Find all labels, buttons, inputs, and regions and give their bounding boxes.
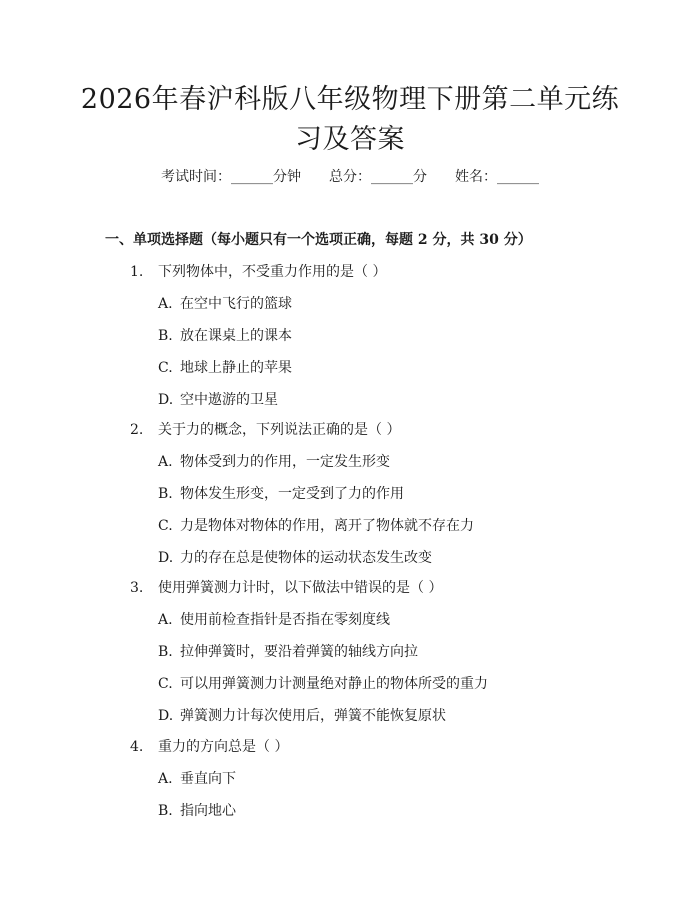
option-text: 使用前检查指针是否指在零刻度线: [180, 612, 390, 628]
option-letter: C.: [158, 676, 173, 692]
option-letter: A.: [158, 454, 173, 470]
option-1a: [158, 294, 292, 314]
option-text: 物体受到力的作用，一定发生形变: [180, 454, 390, 470]
option-letter: A.: [158, 612, 173, 628]
option-4a: [158, 769, 236, 789]
option-text: 放在课桌上的课本: [180, 328, 292, 344]
option-letter: D.: [158, 550, 174, 566]
option-3b: [158, 642, 418, 662]
option-letter: A.: [158, 296, 173, 312]
section-heading: 一、单项选择题（每小题只有一个选项正确，每题 2 分，共 30 分）: [105, 232, 532, 248]
option-2a: [158, 452, 390, 472]
option-text: 可以用弹簧测力计测量绝对静止的物体所受的重力: [180, 676, 488, 692]
question-text: 重力的方向总是（ ）: [158, 739, 289, 755]
option-text: 弹簧测力计每次使用后，弹簧不能恢复原状: [180, 708, 446, 724]
question-3: [130, 578, 442, 598]
question-text: 使用弹簧测力计时，以下做法中错误的是（ ）: [158, 580, 443, 596]
option-1b: [158, 326, 292, 346]
option-text: 力是物体对物体的作用，离开了物体就不存在力: [180, 518, 474, 534]
question-number: 1.: [130, 264, 144, 280]
option-1c: [158, 358, 292, 378]
option-text: 力的存在总是使物体的运动状态发生改变: [180, 550, 432, 566]
question-number: 3.: [130, 580, 144, 596]
option-text: 拉伸弹簧时，要沿着弹簧的轴线方向拉: [180, 644, 418, 660]
exam-info-line: [0, 167, 700, 187]
question-number: 2.: [130, 422, 144, 438]
question-2: [130, 420, 400, 440]
option-1d: [158, 390, 278, 410]
option-3c: [158, 674, 488, 694]
option-text: 空中遨游的卫星: [180, 392, 278, 408]
option-letter: C.: [158, 518, 173, 534]
question-4: [130, 737, 288, 757]
option-letter: D.: [158, 392, 174, 408]
question-text: 关于力的概念，下列说法正确的是（ ）: [158, 422, 401, 438]
option-text: 垂直向下: [180, 771, 236, 787]
option-4b: [158, 801, 236, 821]
option-letter: B.: [158, 486, 173, 502]
option-text: 物体发生形变，一定受到了力的作用: [180, 486, 404, 502]
option-3d: [158, 706, 446, 726]
option-letter: D.: [158, 708, 174, 724]
exam-time-field: 考试时间：______分钟: [161, 169, 301, 185]
option-letter: A.: [158, 771, 173, 787]
total-score-field: 总分：______分: [329, 169, 427, 185]
question-text: 下列物体中，不受重力作用的是（ ）: [158, 264, 387, 280]
option-2b: [158, 484, 404, 504]
option-text: 指向地心: [180, 803, 236, 819]
option-text: 在空中飞行的篮球: [180, 296, 292, 312]
document-title: 2026年春沪科版八年级物理下册第二单元练习及答案: [80, 84, 620, 155]
option-text: 地球上静止的苹果: [180, 360, 292, 376]
option-letter: C.: [158, 360, 173, 376]
student-name-field: 姓名：______: [455, 169, 539, 185]
option-letter: B.: [158, 644, 173, 660]
option-2d: [158, 548, 432, 568]
question-number: 4.: [130, 739, 144, 755]
option-2c: [158, 516, 474, 536]
option-3a: [158, 610, 390, 630]
question-1: [130, 262, 386, 282]
option-letter: B.: [158, 803, 173, 819]
option-letter: B.: [158, 328, 173, 344]
